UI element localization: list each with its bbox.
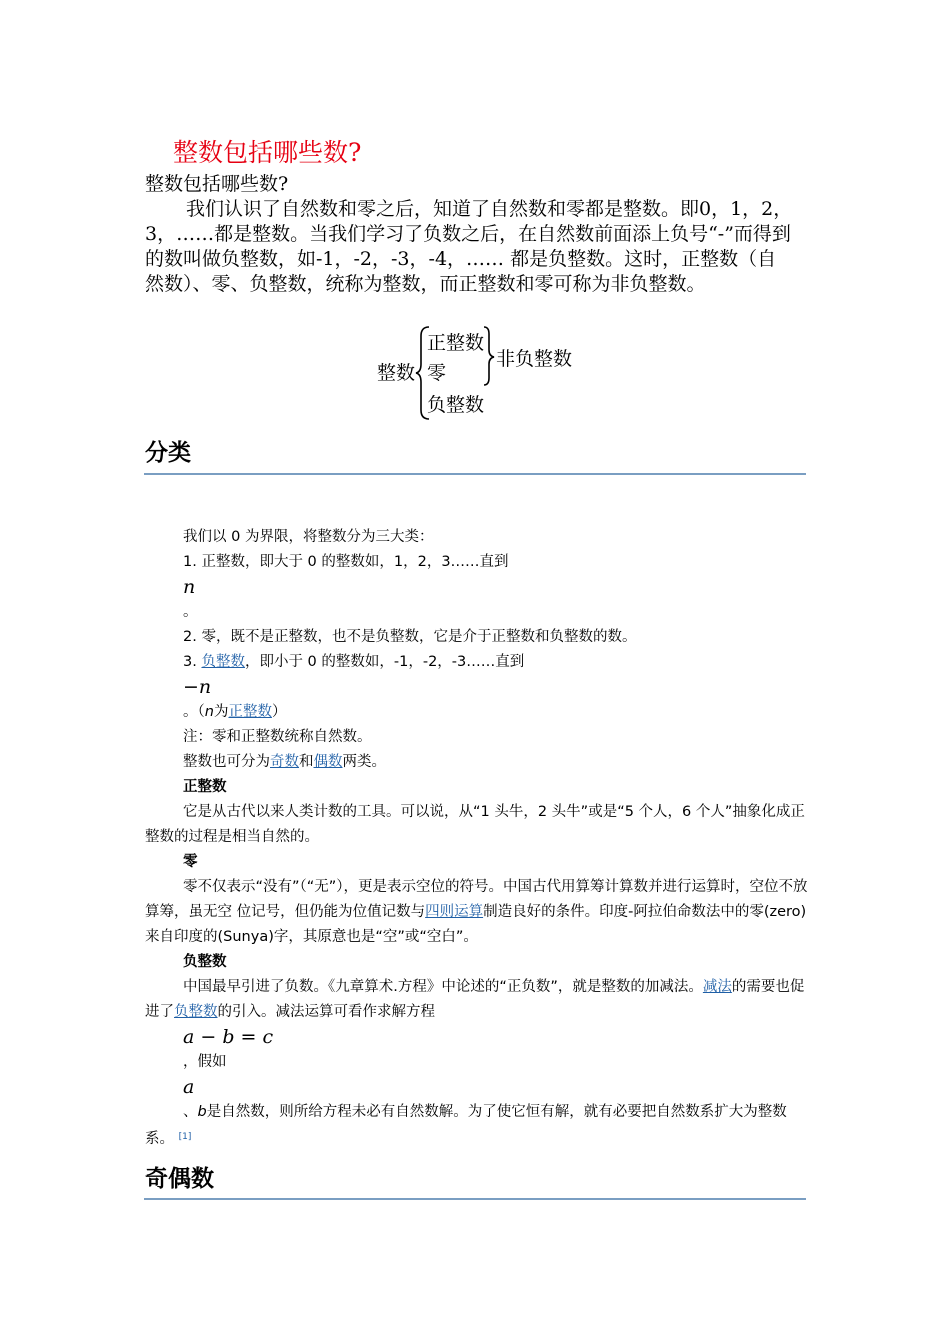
text-line: 注：零和正整数统称自然数。 <box>183 729 372 745</box>
link-four-operations[interactable]: 四则运算 <box>425 904 484 920</box>
heading-divider <box>144 1198 806 1200</box>
diagram-positive: 正整数 <box>427 332 485 354</box>
math-equation: a − b = c <box>183 1026 274 1048</box>
diagram-group: 非负整数 <box>496 348 573 370</box>
text-line: ，假如 <box>183 1054 227 1070</box>
classification-body <box>145 525 810 1152</box>
diagram-root: 整数 <box>377 362 416 384</box>
link-subtraction[interactable]: 减法 <box>702 979 732 995</box>
math-neg-n: −n <box>183 676 212 698</box>
paragraph: 中国最早引进了负数。《九章算术.方程》中论述的“正负数”，就是整数的加减法。减法的需要也促进了负整数的引入。减法运算可看作求解方程 <box>145 979 805 1020</box>
doc-title: 整数包括哪些数? <box>173 138 362 167</box>
intro-paragraph: 我们认识了自然数和零之后，知道了自然数和零都是整数。即0，1，2，3，……都是整数。当我们学习了负数之后，在自然数前面添上负号“-”而得到的数叫做负整数，如-1，-2，-3，-4，…… 都是负整数。这时，正整数（自然数）、零、负整数，统称为整数，而正整数和零可称为非负整数。 <box>145 198 793 295</box>
section-heading-classification: 分类 <box>145 440 191 466</box>
heading-divider <box>144 473 806 475</box>
link-negative-integer[interactable]: 负整数 <box>201 654 245 670</box>
reference-link[interactable]: [1] <box>178 1132 192 1142</box>
text-line: 3. 负整数，即小于 0 的整数如，-1，-2，-3……直到 <box>183 654 525 670</box>
paragraph: 零不仅表示“没有”（“无”），更是表示空位的符号。中国古代用算筹计算数并进行运算时，空位不放算筹，虽无空 位记号，但仍能为位值记数与四则运算制造良好的条件。印度-阿拉伯命数法中的零(zero)来自印度的(Sunya)字，其原意也是“空”或“空白”。 <box>145 879 808 945</box>
paragraph: 它是从古代以来人类计数的工具。可以说，从“1 头牛，2 头牛”或是“5 个人，6 个人”抽象化成正整数的过程是相当自然的。 <box>145 804 805 845</box>
text-line: 2. 零，既不是正整数，也不是负整数，它是介于正整数和负整数的数。 <box>183 629 637 645</box>
text-line: 我们以 0 为界限，将整数分为三大类： <box>183 529 434 545</box>
section-heading-odd-even: 奇偶数 <box>145 1166 214 1192</box>
text-line: 整数也可分为奇数和偶数两类。 <box>183 754 386 770</box>
paragraph: 、b是自然数，则所给方程未必有自然数解。为了使它恒有解，就有必要把自然数系扩大为整数系。 [1] <box>145 1104 787 1147</box>
text-line: 。（n为正整数） <box>183 704 287 720</box>
diagram-zero: 零 <box>427 362 447 384</box>
text-line: 。 <box>183 604 198 620</box>
subheading: 正整数 <box>183 779 227 795</box>
right-brace-icon <box>483 326 495 386</box>
link-negative-integer-2[interactable]: 负整数 <box>174 1004 218 1020</box>
link-positive-integer[interactable]: 正整数 <box>228 704 272 720</box>
intro-heading: 整数包括哪些数? <box>145 173 289 195</box>
link-even[interactable]: 偶数 <box>313 754 343 770</box>
integer-classification-diagram <box>375 322 575 422</box>
subheading: 负整数 <box>183 954 227 970</box>
link-odd[interactable]: 奇数 <box>270 754 299 770</box>
math-a: a <box>183 1076 195 1098</box>
math-n: n <box>183 576 196 598</box>
intro-block <box>145 172 795 297</box>
subheading: 零 <box>183 854 198 870</box>
text-line: 1. 正整数，即大于 0 的整数如，1，2，3……直到 <box>183 554 509 570</box>
diagram-negative: 负整数 <box>427 394 485 416</box>
